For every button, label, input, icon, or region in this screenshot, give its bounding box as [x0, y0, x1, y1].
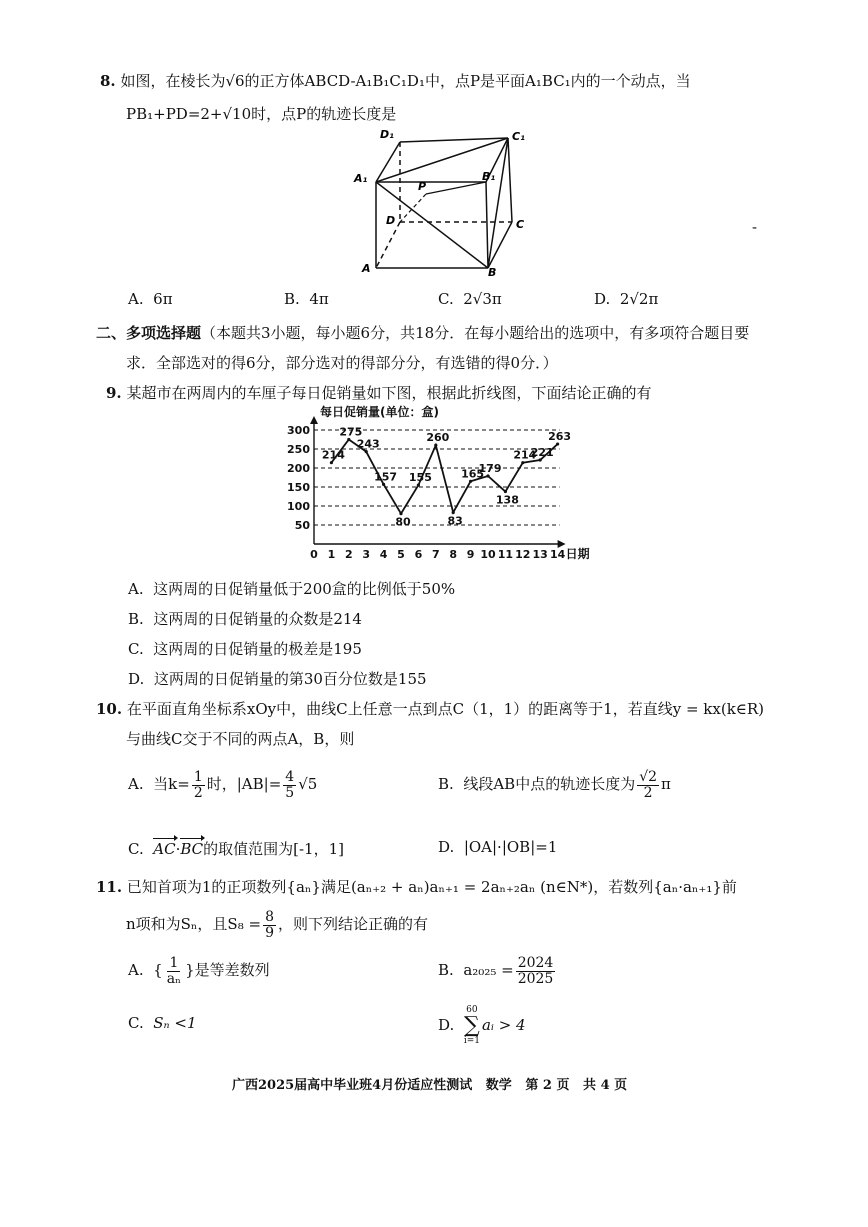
q9-option-b: B. 这两周的日促销量的众数是214: [128, 610, 362, 628]
label-B1: B₁: [482, 170, 496, 183]
x-tick-label: 2: [344, 548, 353, 561]
q10-option-d: D. |OA|·|OB|=1: [438, 838, 558, 856]
x-tick-label: 4: [379, 548, 388, 561]
x-tick-label: 10: [480, 548, 496, 561]
y-tick-label: 100: [287, 500, 310, 513]
data-label: 263: [548, 430, 572, 444]
q11-a-fraction: $\frac{1}{\text{aₙ}}$: [166, 955, 182, 987]
q9-number: 9.: [106, 384, 122, 402]
label-D: D: [386, 214, 396, 227]
data-label: 179: [478, 461, 502, 475]
x-tick-label: 3: [362, 548, 371, 561]
q8-number: 8.: [100, 72, 116, 90]
q8-stem-line2: PB₁+PD=2+√10时，点P的轨迹长度是: [126, 105, 397, 123]
data-label: 157: [374, 470, 398, 484]
page-footer: 广西2025届高中毕业班4月份适应性测试 数学 第 2 页 共 4 页: [232, 1078, 628, 1093]
section2-desc1: （本题共3小题，每小题6分，共18分．在每小题给出的选项中，有多项符合题目要: [201, 324, 750, 342]
x-axis-label: 日期: [565, 547, 590, 561]
q8-option-d: D. 2√2π: [594, 290, 659, 308]
q10-option-b: B. 线段AB中点的轨迹长度为 $\frac{√2}{2}$ π: [438, 769, 671, 801]
q10-line1: 10. 在平面直角坐标系xOy中，曲线C上任意一点到点C（1，1）的距离等于1，若直线y = kx(k∈R): [96, 700, 765, 718]
data-label: 138: [495, 493, 519, 507]
y-tick-label: 200: [287, 462, 310, 475]
q11-line2: n项和为Sₙ，且S₈ = $\frac{8}{9}$ ，则下列结论正确的有: [126, 909, 428, 941]
q10-a-fraction1: $\frac{1}{2}$: [193, 769, 203, 801]
data-label: 214: [321, 448, 345, 462]
q10-option-c: C. AC·BC的取值范围为[-1，1]: [128, 840, 345, 858]
label-C: C: [516, 218, 525, 231]
x-tick-label: 0: [310, 548, 318, 561]
label-A1: A₁: [354, 172, 368, 185]
q11-option-a: A. { $\frac{1}{\text{aₙ}}$ }是等差数列: [128, 955, 270, 987]
q10-number: 10.: [96, 700, 123, 718]
q11-number: 11.: [96, 878, 123, 896]
q8-option-a: A. 6π: [128, 290, 173, 308]
summation-symbol: 60 ∑ i=1: [463, 1005, 480, 1046]
q11-b-fraction: $\frac{2024}{2025}$: [517, 955, 554, 987]
q9-stem: 9. 某超市在两周内的车厘子每日促销量如下图，根据此折线图，下面结论正确的有: [106, 384, 652, 402]
y-tick-label: 150: [287, 481, 310, 494]
x-tick-label: 7: [431, 548, 440, 561]
q8-line1: [100, 70, 691, 91]
q9-option-d: D. 这两周的日促销量的第30百分位数是155: [128, 670, 427, 688]
sales-line-chart: [280, 404, 590, 568]
label-A: A: [362, 262, 371, 275]
x-tick-label: 14: [549, 548, 566, 561]
q10-a-fraction2: $\frac{4}{5}$: [285, 769, 295, 801]
y-tick-label: 250: [287, 443, 310, 456]
label-B: B: [488, 266, 497, 279]
q8-option-b: B. 4π: [284, 290, 329, 308]
vector-ac: AC: [153, 840, 176, 858]
x-tick-label: 6: [414, 548, 423, 561]
data-label: 221: [530, 446, 554, 460]
vector-bc: BC: [180, 840, 204, 858]
data-label: 165: [461, 467, 485, 481]
section2-desc2: 求．全部选对的得6分，部分选对的得部分分，有选错的得0分．）: [126, 354, 558, 372]
label-D1: D₁: [380, 128, 394, 141]
data-label: 214: [513, 448, 537, 462]
y-axis-arrow: [310, 416, 318, 424]
x-axis-arrow: [558, 540, 566, 548]
section2-heading: 二、多项选择题: [96, 324, 202, 342]
q9-option-a: A. 这两周的日促销量低于200盒的比例低于50%: [128, 580, 456, 598]
data-label: 80: [395, 515, 411, 529]
data-label: 155: [408, 471, 432, 485]
label-C1: C₁: [512, 130, 525, 143]
data-label: 83: [447, 514, 463, 528]
y-tick-label: 50: [294, 519, 310, 532]
q11-line1: 11. 已知首项为1的正项数列{aₙ}满足(aₙ₊₂ + aₙ)aₙ₊₁ = 2aₙ₊₂aₙ (n∈N*)，若数列{aₙ·aₙ₊₁}前: [96, 878, 737, 896]
cube-figure: [350, 124, 530, 280]
q9-option-c: C. 这两周的日促销量的极差是195: [128, 640, 362, 658]
q11-option-d: D. 60 ∑ i=1 aᵢ > 4: [438, 1005, 526, 1046]
y-tick-label: 300: [287, 424, 310, 437]
x-tick-label: 12: [515, 548, 531, 561]
data-label: 260: [426, 431, 450, 445]
section2-line1: [96, 322, 749, 343]
q10-line2: 与曲线C交于不同的两点A，B，则: [126, 730, 355, 748]
x-tick-label: 1: [327, 548, 336, 561]
q11-s8-fraction: $\frac{8}{9}$: [265, 909, 274, 941]
x-tick-label: 11: [497, 548, 514, 561]
data-label: 275: [339, 425, 363, 439]
q8-option-c: C. 2√3π: [438, 290, 502, 308]
x-tick-label: 13: [532, 548, 548, 561]
label-P: P: [418, 180, 427, 193]
q10-option-a: A. 当k= $\frac{1}{2}$ 时，|AB|= $\frac{4}{5}$ √5: [128, 769, 318, 801]
q8-stem-line1: 如图，在棱长为√6的正方体ABCD-A₁B₁C₁D₁中，点P是平面A₁BC₁内的一个动点，当: [120, 72, 691, 90]
q10-b-fraction: $\frac{√2}{2}$: [639, 769, 658, 801]
x-tick-label: 8: [449, 548, 458, 561]
x-tick-label: 9: [466, 548, 475, 561]
x-tick-label: 5: [397, 548, 405, 561]
margin-mark: -: [752, 218, 758, 236]
data-label: 243: [356, 437, 380, 451]
y-axis-label: 每日促销量(单位：盒): [320, 405, 439, 419]
q11-option-b: B. a₂₀₂₅ = $\frac{2024}{2025}$: [438, 955, 554, 987]
q11-option-c: C. Sₙ <1: [128, 1014, 197, 1032]
